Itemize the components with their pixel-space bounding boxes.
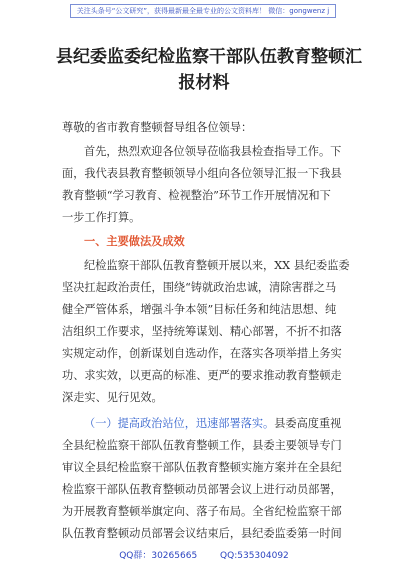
body-line: 检监察干部队伍教育整顿动员部署会议上进行动员部署，: [62, 483, 342, 496]
subsection-1-first-line: [84, 414, 341, 434]
subsection-1-text: 县委高度重视: [274, 417, 342, 430]
section-heading-1: 一、主要做法及成效: [84, 235, 185, 248]
footer-qq-group: QQ群：30265665: [119, 551, 198, 561]
subsection-heading-1: （一）提高政治站位，迅速部署落实。: [84, 417, 275, 430]
body-line: 坚决扛起政治责任，围绕“铸就政治忠诚，清除害群之马: [62, 281, 337, 294]
title-line-1: 县纪委监委纪检监察干部队伍教育整顿汇: [56, 47, 362, 67]
body-line: 实规定动作，创新谋划自选动作，在落实各项举措上务实: [62, 347, 342, 360]
body-line: 审议全县纪检监察干部队伍教育整顿实施方案并在全县纪: [62, 461, 342, 474]
document-title: [56, 44, 362, 96]
body-line: 为开展教育整顿举旗定向、落子布局。全省纪检监察干部: [62, 505, 342, 518]
intro-line: 面，我代表县教育整顿领导小组向各位领导汇报一下我县: [62, 167, 342, 180]
body-line: 队伍教育整顿动员部署会议结束后，县纪委监委第一时间: [62, 527, 342, 540]
intro-line: 首先，热烈欢迎各位领导莅临我县检查指导工作。下: [84, 145, 342, 158]
title-line-2: 报材料: [178, 73, 230, 93]
body-line: 功、求实效，以更高的标准、更严的要求推动教育整顿走: [62, 369, 342, 382]
body-line: 纪检监察干部队伍教育整顿开展以来，XX 县纪委监委: [84, 259, 350, 272]
header-banner: [70, 4, 336, 18]
banner-text: 关注头条号“公文研究”，获得最新最全最专业的公文资料库！ 微信：gongwenz j: [76, 7, 330, 15]
intro-line: 教育整顿“学习教育、检视整治”环节工作开展情况和下: [62, 189, 331, 202]
body-line: 全县纪检监察干部队伍教育整顿工作，县委主要领导专门: [62, 439, 342, 452]
intro-line: 一步工作打算。: [62, 211, 141, 224]
body-line: 健全严管体系，增强斗争本领”目标任务和纯洁思想、纯: [62, 303, 337, 316]
footer-contact: [0, 546, 408, 566]
body-line: 深走实、见行见效。: [62, 391, 163, 404]
body-line: 洁组织工作要求，坚持统筹谋划、精心部署，不折不扣落: [62, 325, 342, 338]
footer-qq: QQ:535304092: [220, 551, 289, 561]
salutation: 尊敬的省市教育整顿督导组各位领导：: [62, 121, 253, 134]
